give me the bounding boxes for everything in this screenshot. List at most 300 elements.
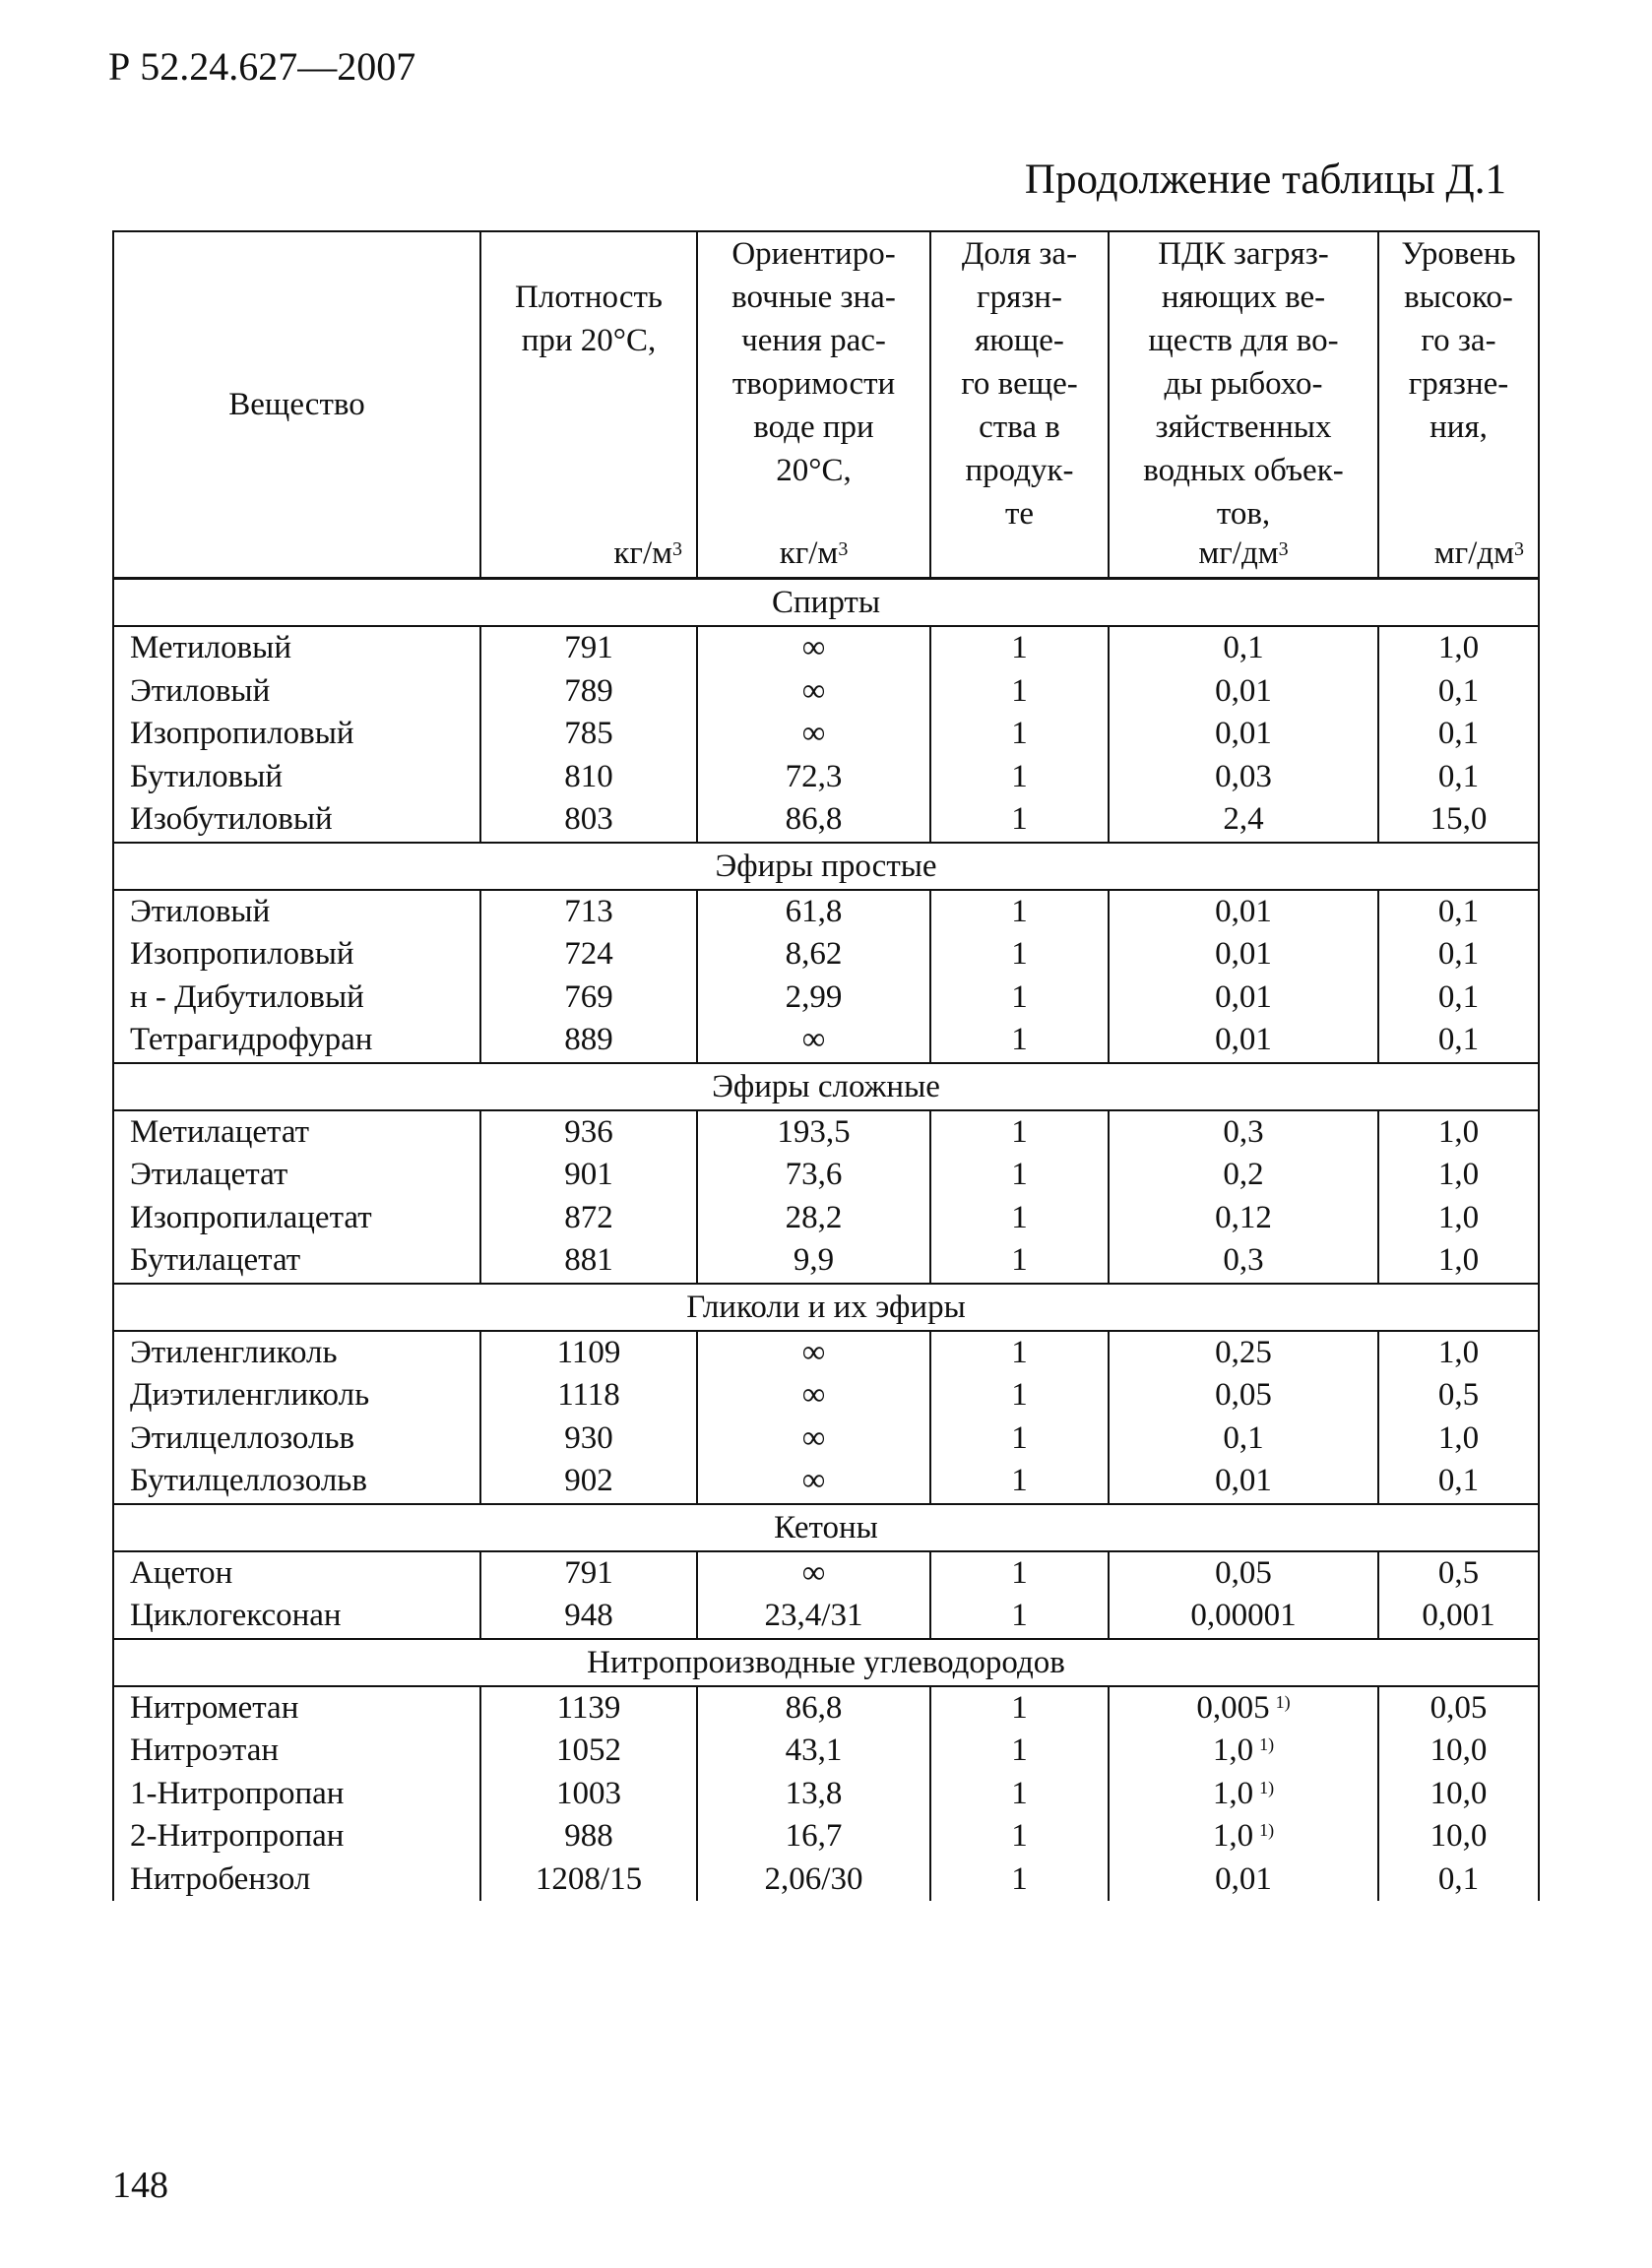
level-value: 10,0 [1430, 1732, 1488, 1768]
level-value: 1,0 [1437, 1419, 1480, 1456]
table-row [113, 976, 1539, 1020]
solubility-value: ∞ [801, 1022, 826, 1057]
level-header-line: высоко- [1404, 280, 1513, 315]
substance-name: Этиловый [113, 890, 480, 934]
level-cell [1378, 1331, 1539, 1375]
table-row [113, 1110, 1539, 1155]
mpc-cell [1109, 626, 1378, 670]
mpc-cell [1109, 1197, 1378, 1240]
mpc-value: 0,01 [1215, 672, 1272, 709]
density-cell [480, 1686, 697, 1731]
section-row [113, 1504, 1539, 1551]
solubility-value: 43,1 [785, 1732, 843, 1768]
density-cell [480, 1239, 697, 1284]
substance-name: Изопропиловый [113, 713, 480, 756]
solubility-cell [697, 933, 930, 976]
density-value: 872 [564, 1199, 613, 1235]
mpc-value: 0,01 [1215, 1463, 1272, 1498]
density-unit: $кг/м^3$ [613, 536, 682, 571]
table-row [113, 1595, 1539, 1639]
mpc-header-line: тов, [1216, 496, 1271, 532]
mpc-cell [1109, 1154, 1378, 1197]
level-cell [1378, 976, 1539, 1020]
level-value: 15,0 [1430, 801, 1488, 837]
fraction-cell [930, 1374, 1109, 1418]
solubility-value: 2,99 [785, 978, 843, 1015]
section-row [113, 843, 1539, 890]
fraction-value: 1 [1011, 1732, 1028, 1768]
solubility-cell [697, 1858, 930, 1902]
solubility-header-line: творимости [731, 366, 896, 402]
table-row [113, 1815, 1539, 1858]
mpc-cell [1109, 1595, 1378, 1639]
level-cell [1378, 1154, 1539, 1197]
substance-name: Бутиловый [113, 756, 480, 799]
fraction-cell [930, 713, 1109, 756]
table-row [113, 670, 1539, 714]
level-value: 0,1 [1437, 672, 1480, 709]
level-value: 0,5 [1437, 1377, 1480, 1413]
solubility-value: 86,8 [785, 1689, 843, 1726]
level-cell [1378, 798, 1539, 843]
solubility-value: 13,8 [785, 1775, 843, 1811]
level-value: 0,5 [1437, 1554, 1480, 1591]
mpc-cell [1109, 1815, 1378, 1858]
level-value: 1,0 [1437, 1334, 1480, 1370]
level-cell [1378, 1858, 1539, 1902]
fraction-value: 1 [1011, 1022, 1028, 1057]
solubility-value: ∞ [801, 1419, 826, 1456]
table-row [113, 1331, 1539, 1375]
substance-name: Этиленгликоль [113, 1331, 480, 1375]
density-value: 789 [564, 672, 613, 709]
mpc-value: 1,0 [1212, 1818, 1254, 1854]
density-cell [480, 1773, 697, 1816]
density-value: 810 [564, 758, 613, 794]
fraction-header-line: ства в [979, 410, 1060, 445]
mpc-value: 0,00001 [1190, 1598, 1297, 1633]
solubility-cell [697, 1551, 930, 1596]
level-cell [1378, 670, 1539, 714]
mpc-cell [1109, 1374, 1378, 1418]
fraction-cell [930, 1730, 1109, 1773]
mpc-header-line: ществ для во- [1148, 323, 1339, 358]
solubility-value: 86,8 [785, 801, 843, 837]
substance-name: н - Дибутиловый [113, 976, 480, 1020]
table-caption: Продолжение таблицы Д.1 [1024, 157, 1506, 203]
page-number: 148 [112, 2165, 168, 2206]
density-value: 901 [564, 1157, 613, 1192]
mpc-cell [1109, 1019, 1378, 1063]
solubility-cell [697, 1686, 930, 1731]
solubility-cell [697, 1019, 930, 1063]
mpc-header-line: няющих ве- [1161, 280, 1326, 315]
level-cell [1378, 1374, 1539, 1418]
level-cell [1378, 1460, 1539, 1504]
density-value: 1109 [556, 1334, 621, 1370]
density-cell [480, 1551, 697, 1596]
substance-name: Тетрагидрофуран [113, 1019, 480, 1063]
solubility-cell [697, 1110, 930, 1155]
substance-name: Нитробензол [113, 1858, 480, 1902]
density-value: 1003 [556, 1775, 621, 1811]
mpc-cell [1109, 890, 1378, 934]
mpc-value: 0,3 [1223, 1113, 1264, 1150]
mpc-cell [1109, 1773, 1378, 1816]
table-row [113, 1374, 1539, 1418]
substance-name: Этиловый [113, 670, 480, 714]
fraction-cell [930, 1239, 1109, 1284]
mpc-value: 0,3 [1223, 1242, 1264, 1278]
density-cell [480, 1110, 697, 1155]
mpc-cell [1109, 1331, 1378, 1375]
fraction-value: 1 [1011, 672, 1028, 709]
density-cell [480, 1197, 697, 1240]
substance-name: Ацетон [113, 1551, 480, 1596]
column-header-mpc [1109, 231, 1378, 579]
level-header-line: ния, [1430, 410, 1488, 445]
fraction-value: 1 [1011, 630, 1028, 665]
level-value: 0,1 [1437, 716, 1480, 751]
density-value: 791 [564, 630, 613, 665]
level-cell [1378, 1239, 1539, 1284]
level-cell [1378, 1730, 1539, 1773]
section-title: Кетоны [113, 1504, 1539, 1551]
level-value: 0,1 [1437, 978, 1480, 1015]
mpc-cell [1109, 798, 1378, 843]
level-value: 0,1 [1437, 758, 1480, 794]
mpc-header-line: зяйственных [1155, 410, 1332, 445]
solubility-value: 193,5 [777, 1113, 851, 1150]
solubility-cell [697, 713, 930, 756]
table-row [113, 1019, 1539, 1063]
mpc-cell [1109, 670, 1378, 714]
level-value: 1,0 [1437, 630, 1480, 665]
fraction-header-line: грязн- [977, 280, 1062, 315]
density-value: 769 [564, 978, 613, 1015]
fraction-header-line: го веще- [961, 366, 1078, 402]
fraction-cell [930, 1815, 1109, 1858]
fraction-cell [930, 626, 1109, 670]
solubility-value: ∞ [801, 630, 826, 665]
substance-name: Бутилцеллозольв [113, 1460, 480, 1504]
section-row [113, 1284, 1539, 1331]
fraction-cell [930, 1110, 1109, 1155]
density-cell [480, 1730, 697, 1773]
mpc-header-line: водных объек- [1143, 453, 1344, 488]
density-value: 803 [564, 801, 613, 837]
fraction-value: 1 [1011, 1775, 1028, 1811]
level-cell [1378, 713, 1539, 756]
mpc-value: 1,0 [1212, 1732, 1254, 1768]
table-row [113, 1239, 1539, 1284]
solubility-unit: $кг/м^3$ [779, 536, 849, 571]
mpc-value: 0,1 [1223, 630, 1264, 665]
column-header-level [1378, 231, 1539, 579]
solubility-cell [697, 1773, 930, 1816]
mpc-header-line: ды рыбохо- [1164, 366, 1323, 402]
density-cell [480, 1418, 697, 1461]
substance-name: Нитроэтан [113, 1730, 480, 1773]
fraction-cell [930, 1551, 1109, 1596]
density-cell [480, 756, 697, 799]
substance-name: Этилацетат [113, 1154, 480, 1197]
section-row [113, 1063, 1539, 1110]
level-cell [1378, 626, 1539, 670]
solubility-cell [697, 976, 930, 1020]
mpc-value: 0,01 [1215, 978, 1272, 1015]
fraction-cell [930, 1595, 1109, 1639]
substance-name: 1-Нитропропан [113, 1773, 480, 1816]
solubility-value: 28,2 [785, 1199, 843, 1235]
density-header-line: при 20°С, [521, 323, 657, 358]
mpc-cell [1109, 1239, 1378, 1284]
substance-name: Нитрометан [113, 1686, 480, 1731]
solubility-cell [697, 1460, 930, 1504]
footnote-marker: 1) [1259, 1777, 1275, 1797]
table-row [113, 890, 1539, 934]
level-value: 1,0 [1437, 1113, 1480, 1150]
fraction-cell [930, 1773, 1109, 1816]
fraction-value: 1 [1011, 1554, 1028, 1591]
mpc-value: 0,01 [1215, 936, 1272, 972]
mpc-value: 2,4 [1223, 801, 1264, 837]
density-value: 724 [564, 936, 613, 972]
level-cell [1378, 1595, 1539, 1639]
mpc-cell [1109, 933, 1378, 976]
fraction-value: 1 [1011, 1377, 1028, 1413]
density-value: 1208/15 [535, 1860, 643, 1897]
level-cell [1378, 1551, 1539, 1596]
substance-name: Циклогексонан [113, 1595, 480, 1639]
footnote-marker: 1) [1275, 1691, 1291, 1712]
level-cell [1378, 1686, 1539, 1731]
mpc-value: 0,01 [1215, 1860, 1272, 1897]
mpc-value: 0,03 [1215, 758, 1272, 794]
table-row [113, 1858, 1539, 1902]
fraction-value: 1 [1011, 1689, 1028, 1726]
density-value: 785 [564, 716, 613, 751]
solubility-cell [697, 756, 930, 799]
level-value: 1,0 [1437, 1157, 1480, 1192]
table-row [113, 933, 1539, 976]
table-row [113, 1773, 1539, 1816]
density-cell [480, 1858, 697, 1902]
level-header-line: Уровень [1401, 236, 1516, 272]
table-row [113, 798, 1539, 843]
mpc-value: 0,12 [1215, 1199, 1272, 1235]
solubility-value: ∞ [801, 672, 826, 709]
density-cell [480, 976, 697, 1020]
fraction-value: 1 [1011, 1242, 1028, 1278]
fraction-value: 1 [1011, 1199, 1028, 1235]
solubility-cell [697, 1154, 930, 1197]
solubility-value: 72,3 [785, 758, 843, 794]
density-cell [480, 1331, 697, 1375]
fraction-value: 1 [1011, 1113, 1028, 1150]
density-cell [480, 933, 697, 976]
solubility-value: 9,9 [793, 1242, 835, 1278]
data-table-container [112, 230, 1538, 1901]
solubility-cell [697, 1197, 930, 1240]
level-value: 10,0 [1430, 1775, 1488, 1811]
solubility-header-line: Ориентиро- [731, 236, 896, 272]
level-cell [1378, 1773, 1539, 1816]
solubility-cell [697, 798, 930, 843]
substance-name: Метилацетат [113, 1110, 480, 1155]
table-row [113, 1686, 1539, 1731]
substance-name: Диэтиленгликоль [113, 1374, 480, 1418]
mpc-value: 1,0 [1212, 1775, 1254, 1811]
fraction-cell [930, 1331, 1109, 1375]
column-header-fraction [930, 231, 1109, 579]
mpc-value: 0,05 [1215, 1554, 1272, 1591]
solubility-cell [697, 1595, 930, 1639]
substance-name: Изопропиловый [113, 933, 480, 976]
mpc-value: 0,01 [1215, 716, 1272, 751]
section-title: Эфиры сложные [113, 1063, 1539, 1110]
solubility-value: 2,06/30 [764, 1860, 863, 1897]
fraction-value: 1 [1011, 978, 1028, 1015]
density-value: 791 [564, 1554, 613, 1591]
fraction-value: 1 [1011, 1334, 1028, 1370]
fraction-cell [930, 1418, 1109, 1461]
level-cell [1378, 1110, 1539, 1155]
document-code: Р 52.24.627—2007 [108, 44, 416, 89]
level-cell [1378, 1019, 1539, 1063]
level-cell [1378, 933, 1539, 976]
fraction-cell [930, 1460, 1109, 1504]
mpc-cell [1109, 1551, 1378, 1596]
substance-name: Бутилацетат [113, 1239, 480, 1284]
solubility-value: 61,8 [785, 893, 843, 929]
level-cell [1378, 890, 1539, 934]
mpc-value: 0,005 [1196, 1689, 1270, 1726]
mpc-value: 0,01 [1215, 1022, 1272, 1057]
solubility-cell [697, 1331, 930, 1375]
solubility-value: ∞ [801, 1554, 826, 1591]
fraction-value: 1 [1011, 1860, 1028, 1897]
fraction-header-line: Доля за- [961, 236, 1078, 272]
level-value: 0,001 [1422, 1598, 1495, 1633]
level-cell [1378, 1418, 1539, 1461]
solubility-value: ∞ [801, 1334, 826, 1370]
footnote-marker: 1) [1259, 1820, 1275, 1840]
density-cell [480, 1815, 697, 1858]
section-title: Спирты [113, 579, 1539, 627]
fraction-value: 1 [1011, 1419, 1028, 1456]
substance-name: Изобутиловый [113, 798, 480, 843]
table-row [113, 1418, 1539, 1461]
fraction-value: 1 [1011, 893, 1028, 929]
mpc-value: 0,25 [1215, 1334, 1272, 1370]
fraction-cell [930, 1858, 1109, 1902]
data-table [112, 230, 1540, 1901]
density-cell [480, 1019, 697, 1063]
mpc-value: 0,01 [1215, 893, 1272, 929]
level-value: 0,1 [1437, 1860, 1480, 1897]
level-cell [1378, 1197, 1539, 1240]
substance-name: Изопропилацетат [113, 1197, 480, 1240]
fraction-value: 1 [1011, 758, 1028, 794]
fraction-value: 1 [1011, 1463, 1028, 1498]
density-cell [480, 1154, 697, 1197]
solubility-cell [697, 890, 930, 934]
level-cell [1378, 1815, 1539, 1858]
density-cell [480, 1460, 697, 1504]
section-row [113, 579, 1539, 627]
density-value: 881 [564, 1242, 613, 1278]
fraction-cell [930, 890, 1109, 934]
density-cell [480, 670, 697, 714]
table-row [113, 713, 1539, 756]
footnote-marker: 1) [1259, 1734, 1275, 1754]
substance-name: Метиловый [113, 626, 480, 670]
table-row [113, 626, 1539, 670]
fraction-cell [930, 1019, 1109, 1063]
level-header-line: го за- [1421, 323, 1496, 358]
solubility-value: ∞ [801, 1463, 826, 1498]
mpc-cell [1109, 1110, 1378, 1155]
fraction-value: 1 [1011, 936, 1028, 972]
density-cell [480, 713, 697, 756]
level-value: 0,1 [1437, 1463, 1480, 1498]
density-value: 1118 [557, 1377, 620, 1413]
density-cell [480, 626, 697, 670]
fraction-cell [930, 798, 1109, 843]
table-row [113, 1154, 1539, 1197]
table-row [113, 1460, 1539, 1504]
level-value: 10,0 [1430, 1818, 1488, 1854]
level-header-line: грязне- [1408, 366, 1509, 402]
mpc-cell [1109, 1460, 1378, 1504]
section-title: Эфиры простые [113, 843, 1539, 890]
mpc-value: 0,2 [1223, 1157, 1264, 1192]
solubility-header-line: 20°С, [776, 453, 852, 488]
table-row [113, 1551, 1539, 1596]
density-value: 902 [564, 1463, 613, 1498]
density-value: 988 [564, 1818, 613, 1854]
level-value: 0,1 [1437, 936, 1480, 972]
fraction-value: 1 [1011, 1598, 1028, 1633]
substance-name: 2-Нитропропан [113, 1815, 480, 1858]
solubility-value: 23,4/31 [764, 1598, 863, 1633]
solubility-cell [697, 670, 930, 714]
mpc-value: 0,1 [1223, 1419, 1264, 1456]
mpc-header-line: ПДК загряз- [1158, 236, 1329, 272]
fraction-value: 1 [1011, 801, 1028, 837]
solubility-value: 8,62 [785, 936, 843, 972]
density-header-line: Плотность [515, 280, 663, 315]
solubility-value: 16,7 [785, 1818, 843, 1854]
fraction-cell [930, 933, 1109, 976]
mpc-cell [1109, 1858, 1378, 1902]
fraction-value: 1 [1011, 1818, 1028, 1854]
solubility-cell [697, 1815, 930, 1858]
density-cell [480, 1374, 697, 1418]
section-title: Нитропроизводные углеводородов [113, 1639, 1539, 1686]
density-cell [480, 798, 697, 843]
solubility-header-line: вочные зна- [731, 280, 896, 315]
fraction-cell [930, 670, 1109, 714]
mpc-value: 0,05 [1215, 1377, 1272, 1413]
density-value: 713 [564, 893, 613, 929]
mpc-cell [1109, 1418, 1378, 1461]
level-unit: $мг/дм^3$ [1433, 536, 1524, 571]
level-cell [1378, 756, 1539, 799]
fraction-cell [930, 1197, 1109, 1240]
fraction-value: 1 [1011, 716, 1028, 751]
